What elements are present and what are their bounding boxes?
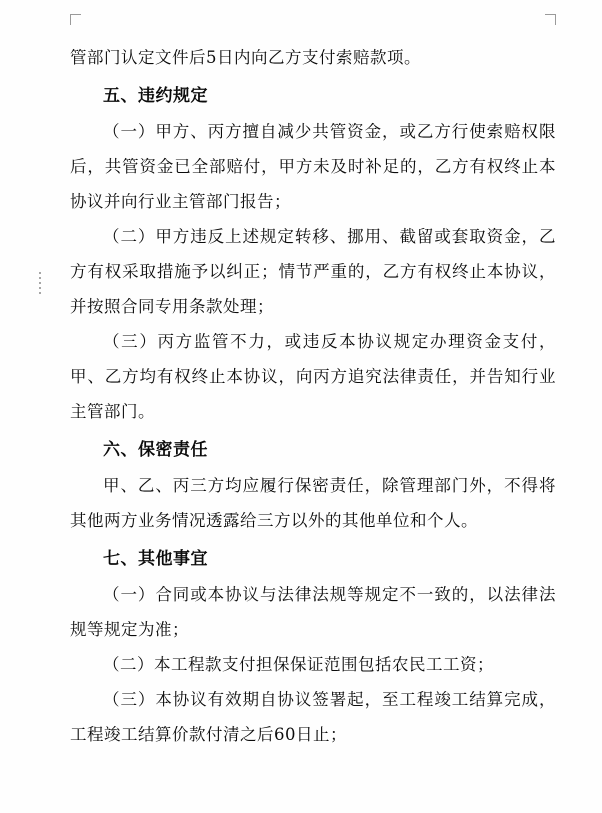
section-heading-7: 七、其他事宜 (103, 549, 208, 569)
clause-7-3: （三）本协议有效期自协议签署起，至工程竣工结算完成，工程竣工结算价款付清之后60日止； (70, 690, 556, 744)
section-heading-5: 五、违约规定 (103, 86, 208, 106)
clause-7-2: （二）本工程款支付担保保证范围包括农民工工资； (103, 655, 494, 674)
clause-5-3: （三）丙方监管不力，或违反本协议规定办理资金支付，甲、乙方均有权终止本协议，向丙方追究法律责任，并告知行业主管部门。 (70, 332, 556, 421)
paragraph-continuation: 管部门认定文件后5日内向乙方支付索赔款项。 (70, 48, 421, 67)
paragraph-drag-handle[interactable] (38, 272, 42, 294)
clause-6-1: 甲、乙、丙三方均应履行保密责任，除管理部门外，不得将其他两方业务情况透露给三方以外的其他单位和个人。 (70, 476, 556, 530)
crop-mark-top-left (70, 14, 81, 25)
document-text-body[interactable] (70, 40, 556, 813)
clause-5-2: （二）甲方违反上述规定转移、挪用、截留或套取资金，乙方有权采取措施予以纠正；情节严重的，乙方有权终止本协议，并按照合同专用条款处理； (70, 227, 556, 316)
crop-mark-top-right (545, 14, 556, 25)
section-heading-6: 六、保密责任 (103, 440, 208, 460)
clause-7-1: （一）合同或本协议与法律法规等规定不一致的，以法律法规等规定为准； (70, 585, 556, 639)
clause-5-1: （一）甲方、丙方擅自减少共管资金，或乙方行使索赔权限后，共管资金已全部赔付，甲方未及时补足的，乙方有权终止本协议并向行业主管部门报告； (70, 122, 556, 211)
